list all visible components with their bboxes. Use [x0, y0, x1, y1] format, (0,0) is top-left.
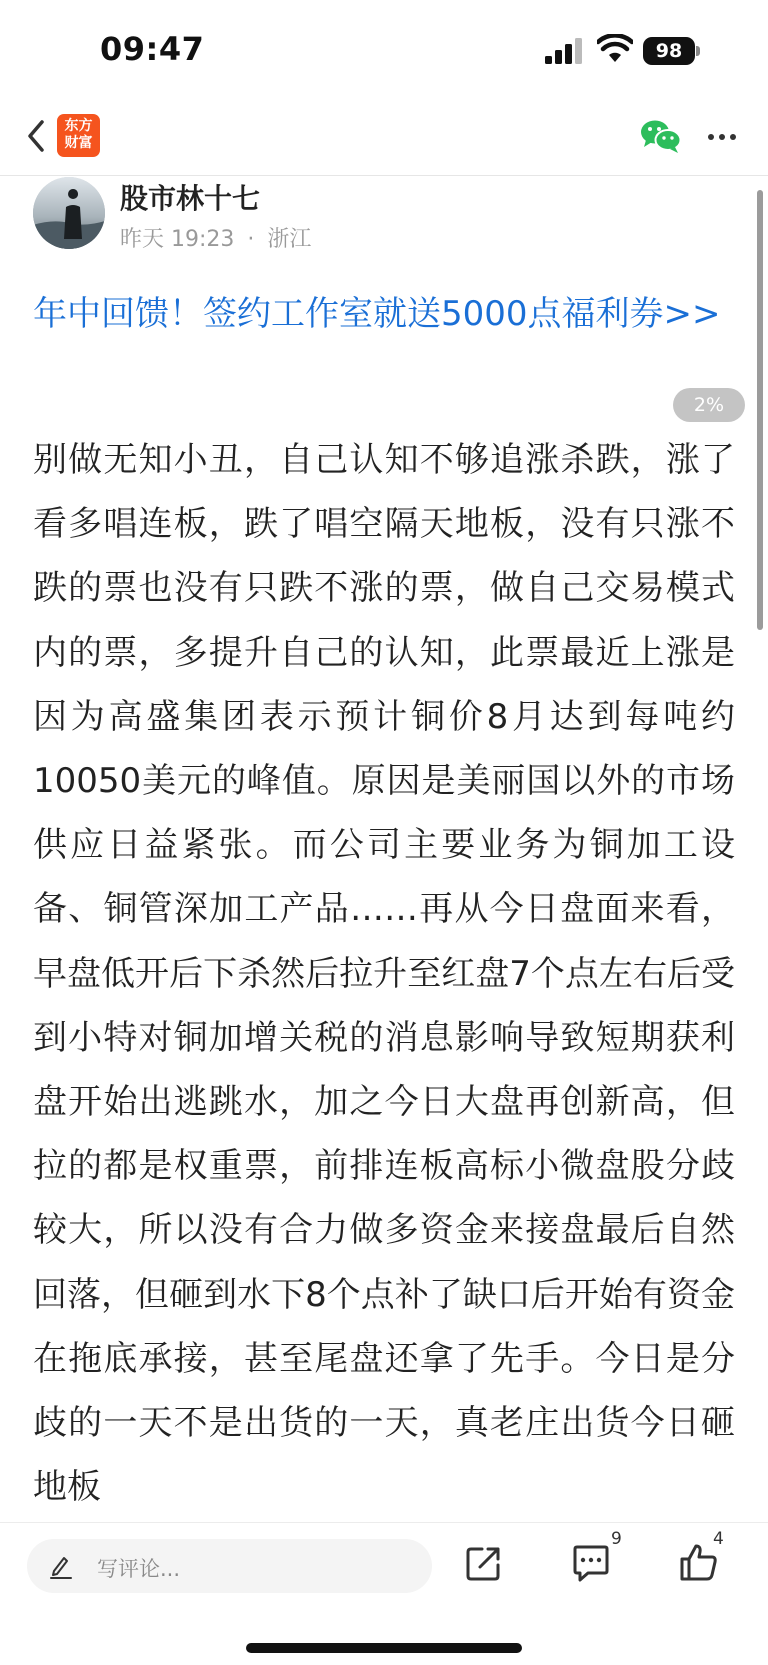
comment-icon[interactable] — [570, 1543, 612, 1583]
author-name[interactable]: 股市林十七 — [120, 182, 261, 215]
post-location: 浙江 — [267, 227, 312, 252]
comment-input[interactable] — [27, 1539, 432, 1593]
comment-count: 9 — [611, 1529, 622, 1549]
battery-level: 98 — [643, 37, 695, 65]
share-icon[interactable] — [464, 1543, 504, 1583]
app-logo[interactable] — [57, 114, 100, 157]
post-time: 昨天 19:23 — [120, 227, 235, 252]
chevron-left-icon[interactable] — [22, 116, 50, 156]
home-indicator[interactable] — [246, 1643, 522, 1653]
meta-separator: · — [247, 227, 255, 252]
app-logo-line2: 财富 — [64, 135, 93, 151]
status-bar — [0, 0, 768, 100]
scrollbar[interactable] — [757, 190, 763, 630]
promo-link[interactable]: 年中回馈！签约工作室就送5000点福利券>> — [33, 294, 721, 334]
nav-bar — [0, 100, 768, 176]
status-time: 09:47 — [100, 30, 205, 68]
article-body: 别做无知小丑，自己认知不够追涨杀跌，涨了看多唱连板，跌了唱空隔天地板，没有只涨不跌的票也没有只跌不涨的票，做自己交易模式内的票，多提升自己的认知，此票最近上涨是因为高盛集团表示预计铜价8月达到每吨约10050美元的峰值。原因是美丽国以外的市场供应日益紧张。而公司主要业务为铜加工设备、铜管深加工产品……再从今日盘面来看，早盘低开后下杀然后拉升至红盘7个点左右后受到小特对铜加增关税的消息影响导致短期获利盘开始出逃跳水，加之今日大盘再创新高，但拉的都是权重票，前排连板高标小微盘股分歧较大，所以没有合力做多资金来接盘最后自然回落，但砸到水下8个点补了缺口后开始有资金在拖底承接，甚至尾盘还拿了先手。今日是分歧的一天不是出货的一天，真老庄出货今日砸地板 — [33, 440, 735, 1508]
app-logo-line1: 东方 — [64, 118, 93, 134]
post-meta — [120, 222, 311, 253]
wechat-icon[interactable] — [640, 118, 682, 154]
signal-icon — [545, 38, 585, 64]
like-count: 4 — [713, 1529, 724, 1549]
battery-icon — [643, 37, 700, 65]
avatar[interactable] — [33, 177, 105, 249]
read-progress-badge: 2% — [673, 388, 745, 422]
more-horizontal-icon[interactable] — [706, 122, 738, 150]
pen-icon — [47, 1552, 75, 1580]
comment-placeholder: 写评论... — [97, 1557, 181, 1581]
wifi-icon — [597, 34, 633, 64]
battery-tip — [696, 46, 700, 56]
